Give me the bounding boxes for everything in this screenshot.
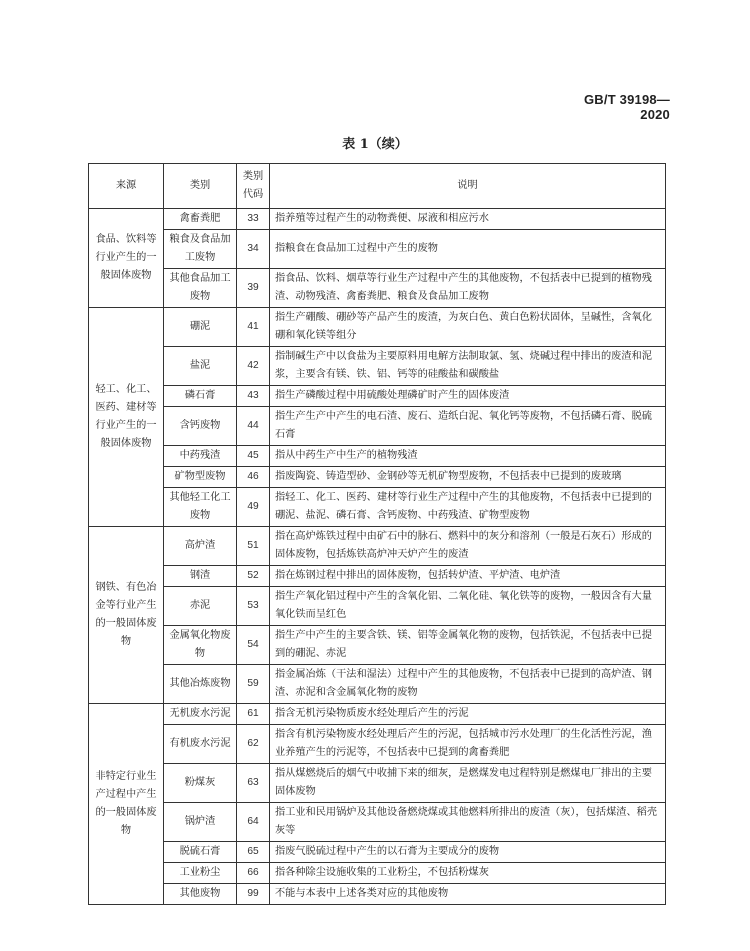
category-cell: 中药残渣 <box>164 446 237 467</box>
code-cell: 49 <box>237 488 270 527</box>
code-cell: 54 <box>237 626 270 665</box>
code-cell: 43 <box>237 386 270 407</box>
description-cell: 指金属冶炼（干法和湿法）过程中产生的其他废物，不包括表中已提到的高炉渣、钢渣、赤泥和含金属氧化物的废物 <box>270 665 666 704</box>
code-cell: 63 <box>237 764 270 803</box>
description-cell: 指食品、饮料、烟草等行业生产过程中产生的其他废物，不包括表中已提到的植物残渣、动物残渣、禽畜粪肥、粮食及食品加工废物 <box>270 269 666 308</box>
table-row <box>89 446 666 467</box>
source-cell: 食品、饮料等行业产生的一般固体废物 <box>89 209 164 308</box>
description-cell: 指生产硼酸、硼砂等产品产生的废渣，为灰白色、黄白色粉状固体，呈碱性，含氧化硼和氧化镁等组分 <box>270 308 666 347</box>
header-code: 类别代码 <box>237 164 270 209</box>
category-cell: 禽畜粪肥 <box>164 209 237 230</box>
header-source: 来源 <box>89 164 164 209</box>
code-cell: 62 <box>237 725 270 764</box>
category-cell: 锅炉渣 <box>164 803 237 842</box>
table-title: 表 1（续） <box>342 137 408 152</box>
description-cell: 指轻工、化工、医药、建材等行业生产过程中产生的其他废物，不包括表中已提到的硼泥、盐泥、磷石膏、含钙废物、中药残渣、矿物型废物 <box>270 488 666 527</box>
description-cell: 指粮食在食品加工过程中产生的废物 <box>270 230 666 269</box>
table-row <box>89 488 666 527</box>
source-cell: 钢铁、有色冶金等行业产生的一般固体废物 <box>89 527 164 704</box>
description-cell: 指在高炉炼铁过程中由矿石中的脉石、燃料中的灰分和溶剂（一般是石灰石）形成的固体废物，包括炼铁高炉冲天炉产生的废渣 <box>270 527 666 566</box>
header-category: 类别 <box>164 164 237 209</box>
category-cell: 硼泥 <box>164 308 237 347</box>
code-cell: 53 <box>237 587 270 626</box>
table-row <box>89 764 666 803</box>
category-cell: 有机废水污泥 <box>164 725 237 764</box>
code-cell: 41 <box>237 308 270 347</box>
table-row <box>89 347 666 386</box>
description-cell: 指生产生产中产生的电石渣、废石、造纸白泥、氧化钙等废物，不包括磷石膏、脱硫石膏 <box>270 407 666 446</box>
code-cell: 34 <box>237 230 270 269</box>
code-cell: 39 <box>237 269 270 308</box>
category-cell: 无机废水污泥 <box>164 704 237 725</box>
source-cell: 轻工、化工、医药、建材等行业产生的一般固体废物 <box>89 308 164 527</box>
category-cell: 其他轻工化工废物 <box>164 488 237 527</box>
code-cell: 44 <box>237 407 270 446</box>
source-cell: 非特定行业生产过程中产生的一般固体废物 <box>89 704 164 905</box>
description-cell: 指从中药生产中生产的植物残渣 <box>270 446 666 467</box>
code-cell: 42 <box>237 347 270 386</box>
description-cell: 指废气脱硫过程中产生的以石膏为主要成分的废物 <box>270 842 666 863</box>
description-cell: 指含无机污染物质废水经处理后产生的污泥 <box>270 704 666 725</box>
code-cell: 33 <box>237 209 270 230</box>
table-row <box>89 209 666 230</box>
category-cell: 盐泥 <box>164 347 237 386</box>
table-row <box>89 803 666 842</box>
table-row <box>89 308 666 347</box>
category-cell: 工业粉尘 <box>164 863 237 884</box>
table-row <box>89 842 666 863</box>
description-cell: 指废陶瓷、铸造型砂、金钢砂等无机矿物型废物，不包括表中已提到的废玻璃 <box>270 467 666 488</box>
code-cell: 61 <box>237 704 270 725</box>
description-cell: 指生产中产生的主要含铁、镁、铝等金属氧化物的废物，包括铁泥，不包括表中已提到的硼泥、赤泥 <box>270 626 666 665</box>
code-cell: 65 <box>237 842 270 863</box>
table-row <box>89 863 666 884</box>
table-row <box>89 386 666 407</box>
code-cell: 66 <box>237 863 270 884</box>
category-cell: 磷石膏 <box>164 386 237 407</box>
code-cell: 99 <box>237 884 270 905</box>
table-row <box>89 527 666 566</box>
table-row <box>89 467 666 488</box>
description-cell: 指生产氧化铝过程中产生的含氧化铝、二氧化硅、氧化铁等的废物，一般因含有大量氧化铁而呈红色 <box>270 587 666 626</box>
code-cell: 45 <box>237 446 270 467</box>
table-row <box>89 269 666 308</box>
code-cell: 64 <box>237 803 270 842</box>
category-cell: 其他冶炼废物 <box>164 665 237 704</box>
category-cell: 钢渣 <box>164 566 237 587</box>
description-cell: 指从煤燃烧后的烟气中收捕下来的细灰，是燃煤发电过程特别是燃煤电厂排出的主要固体废物 <box>270 764 666 803</box>
table-row <box>89 626 666 665</box>
description-cell: 指养殖等过程产生的动物粪便、尿液和相应污水 <box>270 209 666 230</box>
description-cell: 指含有机污染物废水经处理后产生的污泥，包括城市污水处理厂的生化活性污泥，渔业养殖产生的污泥等，不包括表中已提到的禽畜粪肥 <box>270 725 666 764</box>
table-row <box>89 230 666 269</box>
category-cell: 赤泥 <box>164 587 237 626</box>
category-cell: 含钙废物 <box>164 407 237 446</box>
category-cell: 高炉渣 <box>164 527 237 566</box>
description-cell: 指在炼钢过程中排出的固体废物，包括转炉渣、平炉渣、电炉渣 <box>270 566 666 587</box>
code-cell: 59 <box>237 665 270 704</box>
description-cell: 指制碱生产中以食盐为主要原料用电解方法制取氯、氢、烧碱过程中排出的废渣和泥浆，主要含有镁、铁、铝、钙等的硅酸盐和碳酸盐 <box>270 347 666 386</box>
category-cell: 其他废物 <box>164 884 237 905</box>
category-cell: 粮食及食品加工废物 <box>164 230 237 269</box>
table-header-row <box>89 164 666 209</box>
standard-number: GB/T 39198—2020 <box>583 92 670 122</box>
table-row <box>89 665 666 704</box>
table-row <box>89 587 666 626</box>
category-cell: 其他食品加工废物 <box>164 269 237 308</box>
description-cell: 指工业和民用锅炉及其他设备燃烧煤或其他燃料所排出的废渣（灰），包括煤渣、稻壳灰等 <box>270 803 666 842</box>
table-row <box>89 407 666 446</box>
code-cell: 52 <box>237 566 270 587</box>
table-row <box>89 884 666 905</box>
table-row <box>89 725 666 764</box>
description-cell: 不能与本表中上述各类对应的其他废物 <box>270 884 666 905</box>
waste-classification-table <box>88 163 666 905</box>
category-cell: 金属氧化物废物 <box>164 626 237 665</box>
description-cell: 指各种除尘设施收集的工业粉尘，不包括粉煤灰 <box>270 863 666 884</box>
code-cell: 46 <box>237 467 270 488</box>
header-description: 说明 <box>270 164 666 209</box>
category-cell: 矿物型废物 <box>164 467 237 488</box>
description-cell: 指生产磷酸过程中用硫酸处理磷矿时产生的固体废渣 <box>270 386 666 407</box>
table-body <box>89 209 666 905</box>
category-cell: 粉煤灰 <box>164 764 237 803</box>
table-row <box>89 704 666 725</box>
category-cell: 脱硫石膏 <box>164 842 237 863</box>
table-row <box>89 566 666 587</box>
code-cell: 51 <box>237 527 270 566</box>
